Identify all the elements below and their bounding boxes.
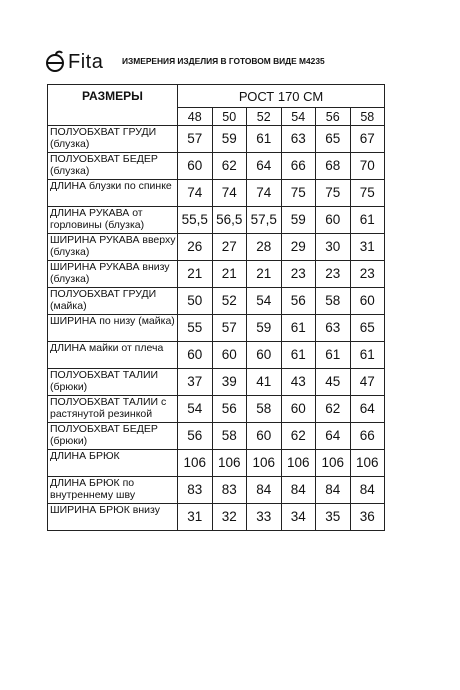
measurement-value: 84 bbox=[247, 477, 282, 504]
measurement-value: 65 bbox=[316, 126, 351, 153]
measurement-label: ШИРИНА по низу (майка) bbox=[48, 315, 178, 342]
table-row bbox=[48, 180, 385, 207]
measurement-value: 63 bbox=[281, 126, 316, 153]
measurement-value: 56 bbox=[178, 423, 213, 450]
measurement-value: 62 bbox=[316, 396, 351, 423]
logo-text: Fita bbox=[68, 51, 104, 73]
measurement-value: 54 bbox=[178, 396, 213, 423]
table-row bbox=[48, 153, 385, 180]
size-column-header: 52 bbox=[247, 108, 282, 126]
measurement-label: ПОЛУОБХВАТ ГРУДИ (майка) bbox=[48, 288, 178, 315]
measurement-value: 68 bbox=[316, 153, 351, 180]
measurement-value: 50 bbox=[178, 288, 213, 315]
measurement-value: 59 bbox=[247, 315, 282, 342]
table-row bbox=[48, 207, 385, 234]
measurement-label: ШИРИНА БРЮК внизу bbox=[48, 504, 178, 531]
measurement-value: 84 bbox=[281, 477, 316, 504]
measurement-value: 56 bbox=[281, 288, 316, 315]
measurement-value: 106 bbox=[212, 450, 247, 477]
measurement-value: 56,5 bbox=[212, 207, 247, 234]
measurement-value: 52 bbox=[212, 288, 247, 315]
measurement-value: 84 bbox=[350, 477, 385, 504]
measurement-value: 28 bbox=[247, 234, 282, 261]
measurement-value: 66 bbox=[350, 423, 385, 450]
measurement-value: 60 bbox=[350, 288, 385, 315]
measurement-value: 60 bbox=[178, 342, 213, 369]
table-row bbox=[48, 504, 385, 531]
measurement-value: 106 bbox=[178, 450, 213, 477]
measurement-value: 23 bbox=[316, 261, 351, 288]
measurement-value: 62 bbox=[212, 153, 247, 180]
table-row bbox=[48, 126, 385, 153]
document-header bbox=[44, 48, 424, 78]
page-title: ИЗМЕРЕНИЯ ИЗДЕЛИЯ В ГОТОВОМ ВИДЕ М4235 bbox=[122, 56, 325, 66]
measurement-value: 30 bbox=[316, 234, 351, 261]
table-row bbox=[48, 342, 385, 369]
sizes-header: РАЗМЕРЫ bbox=[48, 85, 178, 126]
table-row bbox=[48, 261, 385, 288]
table-row bbox=[48, 396, 385, 423]
measurement-value: 61 bbox=[247, 126, 282, 153]
measurement-value: 64 bbox=[247, 153, 282, 180]
table-row bbox=[48, 423, 385, 450]
table-row bbox=[48, 450, 385, 477]
measurement-label: ШИРИНА РУКАВА вверху (блузка) bbox=[48, 234, 178, 261]
measurement-value: 62 bbox=[281, 423, 316, 450]
measurement-value: 26 bbox=[178, 234, 213, 261]
growth-header: РОСТ 170 СМ bbox=[178, 85, 385, 108]
measurement-label: ПОЛУОБХВАТ ТАЛИИ (брюки) bbox=[48, 369, 178, 396]
table-row bbox=[48, 477, 385, 504]
table-row bbox=[48, 234, 385, 261]
measurement-value: 61 bbox=[316, 342, 351, 369]
measurement-value: 75 bbox=[316, 180, 351, 207]
size-measurements-table bbox=[47, 84, 385, 531]
measurement-value: 59 bbox=[281, 207, 316, 234]
measurement-value: 60 bbox=[178, 153, 213, 180]
measurement-value: 33 bbox=[247, 504, 282, 531]
table-row bbox=[48, 315, 385, 342]
size-column-header: 58 bbox=[350, 108, 385, 126]
measurement-value: 84 bbox=[316, 477, 351, 504]
measurement-value: 58 bbox=[316, 288, 351, 315]
measurement-value: 106 bbox=[247, 450, 282, 477]
measurement-value: 36 bbox=[350, 504, 385, 531]
measurement-value: 23 bbox=[350, 261, 385, 288]
brand-mark-icon bbox=[44, 50, 66, 74]
measurement-value: 106 bbox=[350, 450, 385, 477]
measurement-label: ДЛИНА майки от плеча bbox=[48, 342, 178, 369]
measurement-value: 60 bbox=[281, 396, 316, 423]
measurement-value: 57 bbox=[178, 126, 213, 153]
measurement-value: 61 bbox=[281, 342, 316, 369]
measurement-value: 60 bbox=[212, 342, 247, 369]
measurement-value: 57,5 bbox=[247, 207, 282, 234]
size-column-header: 50 bbox=[212, 108, 247, 126]
measurement-value: 70 bbox=[350, 153, 385, 180]
measurement-label: ДЛИНА блузки по спинке bbox=[48, 180, 178, 207]
measurement-value: 74 bbox=[247, 180, 282, 207]
measurement-value: 83 bbox=[212, 477, 247, 504]
measurement-label: ШИРИНА РУКАВА внизу (блузка) bbox=[48, 261, 178, 288]
measurement-value: 58 bbox=[247, 396, 282, 423]
measurement-value: 56 bbox=[212, 396, 247, 423]
measurement-value: 60 bbox=[316, 207, 351, 234]
measurement-value: 57 bbox=[212, 315, 247, 342]
measurement-value: 55,5 bbox=[178, 207, 213, 234]
measurement-value: 39 bbox=[212, 369, 247, 396]
measurement-value: 31 bbox=[350, 234, 385, 261]
measurement-value: 74 bbox=[178, 180, 213, 207]
measurement-label: ПОЛУОБХВАТ БЕДЕР (блузка) bbox=[48, 153, 178, 180]
measurement-label: ПОЛУОБХВАТ ТАЛИИ с растянутой резинкой bbox=[48, 396, 178, 423]
size-column-header: 56 bbox=[316, 108, 351, 126]
measurement-value: 41 bbox=[247, 369, 282, 396]
brand-logo bbox=[44, 50, 124, 76]
measurement-value: 35 bbox=[316, 504, 351, 531]
measurement-value: 21 bbox=[212, 261, 247, 288]
measurement-value: 64 bbox=[316, 423, 351, 450]
measurement-value: 61 bbox=[350, 207, 385, 234]
measurement-value: 47 bbox=[350, 369, 385, 396]
measurement-value: 64 bbox=[350, 396, 385, 423]
size-column-header: 48 bbox=[178, 108, 213, 126]
measurement-label: ДЛИНА БРЮК по внутреннему шву bbox=[48, 477, 178, 504]
measurement-value: 60 bbox=[247, 423, 282, 450]
measurement-value: 54 bbox=[247, 288, 282, 315]
measurement-value: 67 bbox=[350, 126, 385, 153]
measurement-label: ПОЛУОБХВАТ БЕДЕР (брюки) bbox=[48, 423, 178, 450]
measurement-value: 37 bbox=[178, 369, 213, 396]
measurement-value: 61 bbox=[350, 342, 385, 369]
measurement-value: 31 bbox=[178, 504, 213, 531]
measurement-value: 21 bbox=[178, 261, 213, 288]
measurement-value: 60 bbox=[247, 342, 282, 369]
measurement-label: ДЛИНА БРЮК bbox=[48, 450, 178, 477]
measurement-value: 75 bbox=[350, 180, 385, 207]
measurement-value: 66 bbox=[281, 153, 316, 180]
measurement-label: ПОЛУОБХВАТ ГРУДИ (блузка) bbox=[48, 126, 178, 153]
table-row bbox=[48, 369, 385, 396]
measurement-label: ДЛИНА РУКАВА от горловины (блузка) bbox=[48, 207, 178, 234]
measurement-value: 106 bbox=[281, 450, 316, 477]
measurement-value: 83 bbox=[178, 477, 213, 504]
measurement-value: 63 bbox=[316, 315, 351, 342]
measurement-value: 43 bbox=[281, 369, 316, 396]
measurement-value: 106 bbox=[316, 450, 351, 477]
measurement-value: 29 bbox=[281, 234, 316, 261]
measurement-value: 65 bbox=[350, 315, 385, 342]
measurement-value: 74 bbox=[212, 180, 247, 207]
measurement-value: 23 bbox=[281, 261, 316, 288]
measurement-value: 61 bbox=[281, 315, 316, 342]
measurement-value: 58 bbox=[212, 423, 247, 450]
measurement-value: 75 bbox=[281, 180, 316, 207]
measurement-value: 32 bbox=[212, 504, 247, 531]
measurement-value: 59 bbox=[212, 126, 247, 153]
measurement-value: 55 bbox=[178, 315, 213, 342]
measurement-value: 34 bbox=[281, 504, 316, 531]
table-row bbox=[48, 288, 385, 315]
measurement-value: 21 bbox=[247, 261, 282, 288]
measurement-value: 45 bbox=[316, 369, 351, 396]
size-column-header: 54 bbox=[281, 108, 316, 126]
measurement-value: 27 bbox=[212, 234, 247, 261]
